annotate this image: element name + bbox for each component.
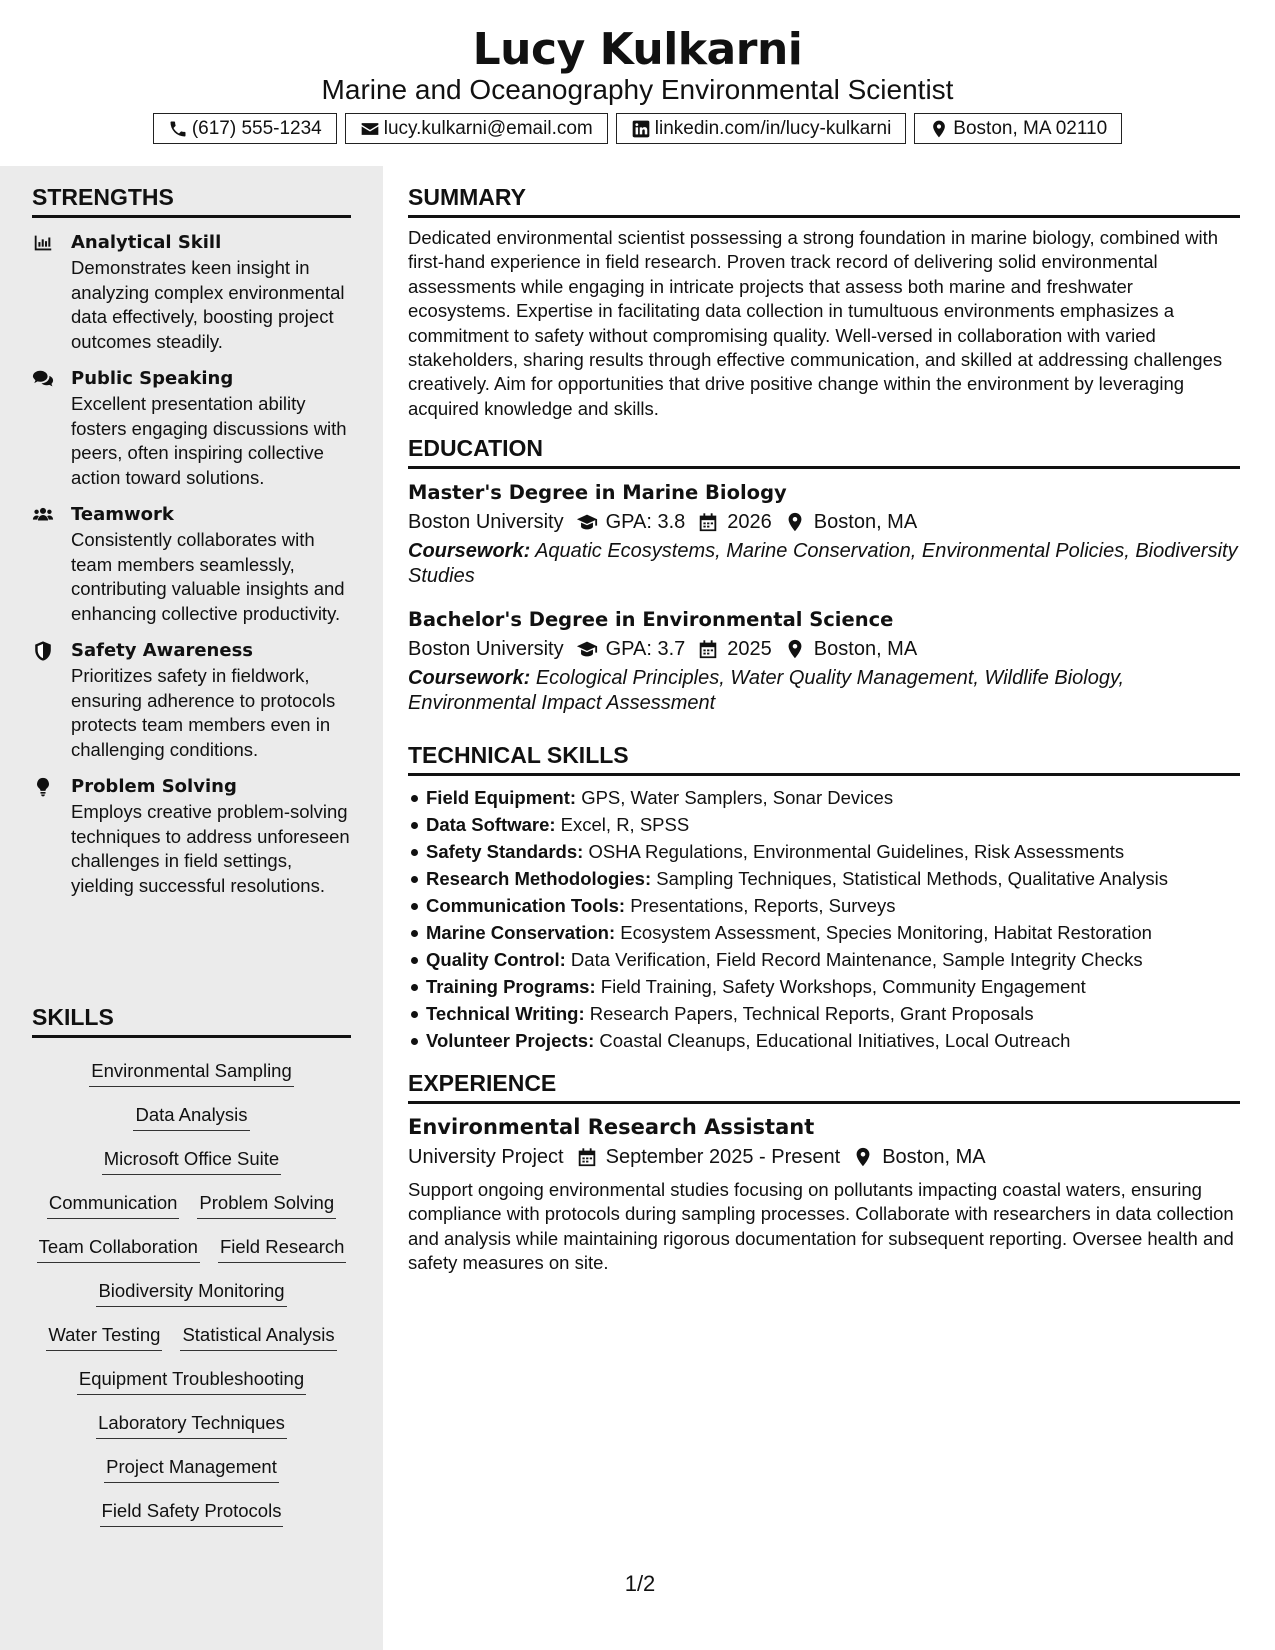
skill-category: Marine Conservation: [426,922,616,943]
job-location: Boston, MA [882,1146,986,1168]
list-item [408,811,1240,838]
strength-desc: Demonstrates keen insight in analyzing complex environmental data effectively, boosting project outcomes steadily. [71,257,345,352]
education-meta [408,507,1240,537]
list-item [408,865,1240,892]
candidate-title: Marine and Oceanography Environmental Scientist [321,74,954,105]
envelope-icon [360,119,380,139]
strength-title: Public Speaking [71,368,234,389]
education-meta [408,634,1240,664]
contact-location-text: Boston, MA 02110 [953,117,1108,139]
education-item [408,606,1240,715]
coursework [408,539,1240,588]
calendar-icon [697,638,719,660]
skill-values: Excel, R, SPSS [560,814,690,835]
coursework-label: Coursework: [408,540,531,562]
contact-linkedin[interactable] [616,113,907,144]
job-title: Environmental Research Assistant [408,1115,815,1139]
page-number: 1/2 [624,1571,656,1596]
gpa: GPA: 3.8 [605,511,686,533]
strength-title: Safety Awareness [71,640,253,661]
list-item [408,946,1240,973]
school-location: Boston, MA [813,511,918,533]
skill-category: Training Programs: [426,976,596,997]
skill-tag: Problem Solving [197,1190,336,1219]
technical-skills-list [408,784,1240,1054]
list-item [408,1000,1240,1027]
list-item [408,919,1240,946]
technical-skills-heading: TECHNICAL SKILLS [408,741,1240,776]
strength-desc: Employs creative problem-solving techniques to address unforeseen challenges in field settings, yielding successful resolutions. [71,801,350,896]
skill-values: Coastal Cleanups, Educational Initiatives, Local Outreach [599,1030,1071,1051]
skill-category: Safety Standards: [426,841,584,862]
contact-phone-text: (617) 555-1234 [191,117,322,139]
contact-bar [0,113,1275,144]
contact-email[interactable] [345,113,608,144]
users-icon [32,504,54,526]
degree-title: Bachelor's Degree in Environmental Science [408,608,894,631]
experience-heading: EXPERIENCE [408,1069,1240,1104]
education-item [408,479,1240,588]
job-description: Support ongoing environmental studies focusing on pollutants impacting coastal waters, ensuring compliance with protocols during sampling processes. Collaborate with researchers in data collection and analysis while maintaining rigorous documentation for subsequent reporting. Oversee health and safety measures on site. [408,1179,1234,1274]
skill-values: Presentations, Reports, Surveys [630,895,896,916]
school-name: Boston University [408,638,564,660]
skill-tag: Microsoft Office Suite [102,1146,281,1175]
skill-category: Field Equipment: [426,787,577,808]
skills-heading: SKILLS [32,1003,351,1038]
education-section [408,434,1240,715]
graduation-cap-icon [576,638,598,660]
summary-heading: SUMMARY [408,183,1240,218]
skill-tag: Statistical Analysis [180,1322,336,1351]
candidate-name: Lucy Kulkarni [472,24,803,75]
school-name: Boston University [408,511,564,533]
skill-tag: Equipment Troubleshooting [77,1366,306,1395]
school-location: Boston, MA [813,638,918,660]
graduation-cap-icon [576,511,598,533]
job-dates: September 2025 - Present [605,1146,841,1168]
skill-tag: Team Collaboration [37,1234,200,1263]
skills-list [32,1058,351,1527]
contact-email-text: lucy.kulkarni@email.com [383,117,593,139]
gpa: GPA: 3.7 [605,638,686,660]
skill-values: Sampling Techniques, Statistical Methods, Qualitative Analysis [656,868,1169,889]
skill-tag: Field Research [218,1234,346,1263]
experience-meta [408,1142,1240,1172]
skill-tag: Laboratory Techniques [96,1410,287,1439]
bar-chart-icon [32,232,54,254]
calendar-icon [697,511,719,533]
skill-tag: Environmental Sampling [89,1058,294,1087]
skills-section [32,1003,351,1527]
strength-item [32,774,351,898]
sidebar [0,166,383,1650]
strengths-section [32,183,351,910]
coursework-label: Coursework: [408,667,531,689]
skill-category: Technical Writing: [426,1003,585,1024]
strengths-heading: STRENGTHS [32,183,351,218]
experience-item [408,1112,1240,1276]
graduation-year: 2025 [727,638,772,660]
strength-title: Problem Solving [71,776,237,797]
skill-tag: Communication [47,1190,180,1219]
skill-values: OSHA Regulations, Environmental Guidelines, Risk Assessments [588,841,1125,862]
strength-item [32,502,351,626]
phone-icon [168,119,188,139]
graduation-year: 2026 [727,511,772,533]
skill-tag: Data Analysis [133,1102,249,1131]
skill-tag: Project Management [104,1454,279,1483]
skill-values: GPS, Water Samplers, Sonar Devices [581,787,894,808]
strength-desc: Prioritizes safety in fieldwork, ensuring adherence to protocols protects team members even in challenging conditions. [71,665,336,760]
education-heading: EDUCATION [408,434,1240,469]
skill-values: Ecosystem Assessment, Species Monitoring, Habitat Restoration [620,922,1152,943]
summary-text: Dedicated environmental scientist possessing a strong foundation in marine biology, combined with first-hand experience in field research. Proven track record of delivering solid environmental assessments while engaging in intricate projects that assess both marine and freshwater ecosystems. Expertise in facilitating data collection in tumultuous environments emphasizes a commitment to safety without compromising quality. Well-versed in collaboration with varied stakeholders, sharing results through effective communication, and skilled at addressing challenges creatively. Aim for opportunities that drive positive change within the environment by leveraging acquired knowledge and skills. [408,227,1223,419]
strength-item [32,366,351,490]
list-item [408,892,1240,919]
skill-category: Data Software: [426,814,556,835]
skill-values: Research Papers, Technical Reports, Grant Proposals [589,1003,1034,1024]
linkedin-icon [631,119,651,139]
experience-section [408,1069,1240,1276]
strength-item [32,230,351,354]
coursework-list: Ecological Principles, Water Quality Management, Wildlife Biology, Environmental Impact Assessment [408,667,1125,714]
organization: University Project [408,1146,564,1168]
coursework [408,666,1240,715]
skill-values: Data Verification, Field Record Maintenance, Sample Integrity Checks [570,949,1143,970]
skill-tag: Biodiversity Monitoring [96,1278,286,1307]
map-marker-icon [852,1146,874,1168]
skill-category: Research Methodologies: [426,868,652,889]
list-item [408,838,1240,865]
strength-desc: Excellent presentation ability fosters engaging discussions with peers, often inspiring collective action toward solutions. [71,393,347,488]
strength-item [32,638,351,762]
strength-title: Teamwork [71,504,174,525]
skill-tag: Water Testing [46,1322,162,1351]
skill-values: Field Training, Safety Workshops, Community Engagement [600,976,1086,997]
calendar-icon [576,1146,598,1168]
map-marker-icon [784,638,806,660]
map-marker-icon [784,511,806,533]
strength-title: Analytical Skill [71,232,222,253]
contact-location [914,113,1122,144]
resume-header [0,0,1275,166]
degree-title: Master's Degree in Marine Biology [408,481,787,504]
technical-skills-section [408,741,1240,1054]
shield-icon [32,640,54,662]
coursework-list: Aquatic Ecosystems, Marine Conservation, Environmental Policies, Biodiversity Studies [408,540,1238,587]
list-item [408,1027,1240,1054]
map-marker-icon [929,119,949,139]
skill-category: Communication Tools: [426,895,626,916]
strength-desc: Consistently collaborates with team members seamlessly, contributing valuable insights and enhancing collective productivity. [71,529,345,624]
skill-category: Volunteer Projects: [426,1030,595,1051]
list-item [408,973,1240,1000]
skill-tag: Field Safety Protocols [100,1498,284,1527]
comments-icon [32,368,54,390]
contact-phone[interactable] [153,113,337,144]
summary-section [408,183,1240,421]
skill-category: Quality Control: [426,949,566,970]
list-item [408,784,1240,811]
lightbulb-icon [32,776,54,798]
contact-linkedin-text: linkedin.com/in/lucy-kulkarni [654,117,892,139]
